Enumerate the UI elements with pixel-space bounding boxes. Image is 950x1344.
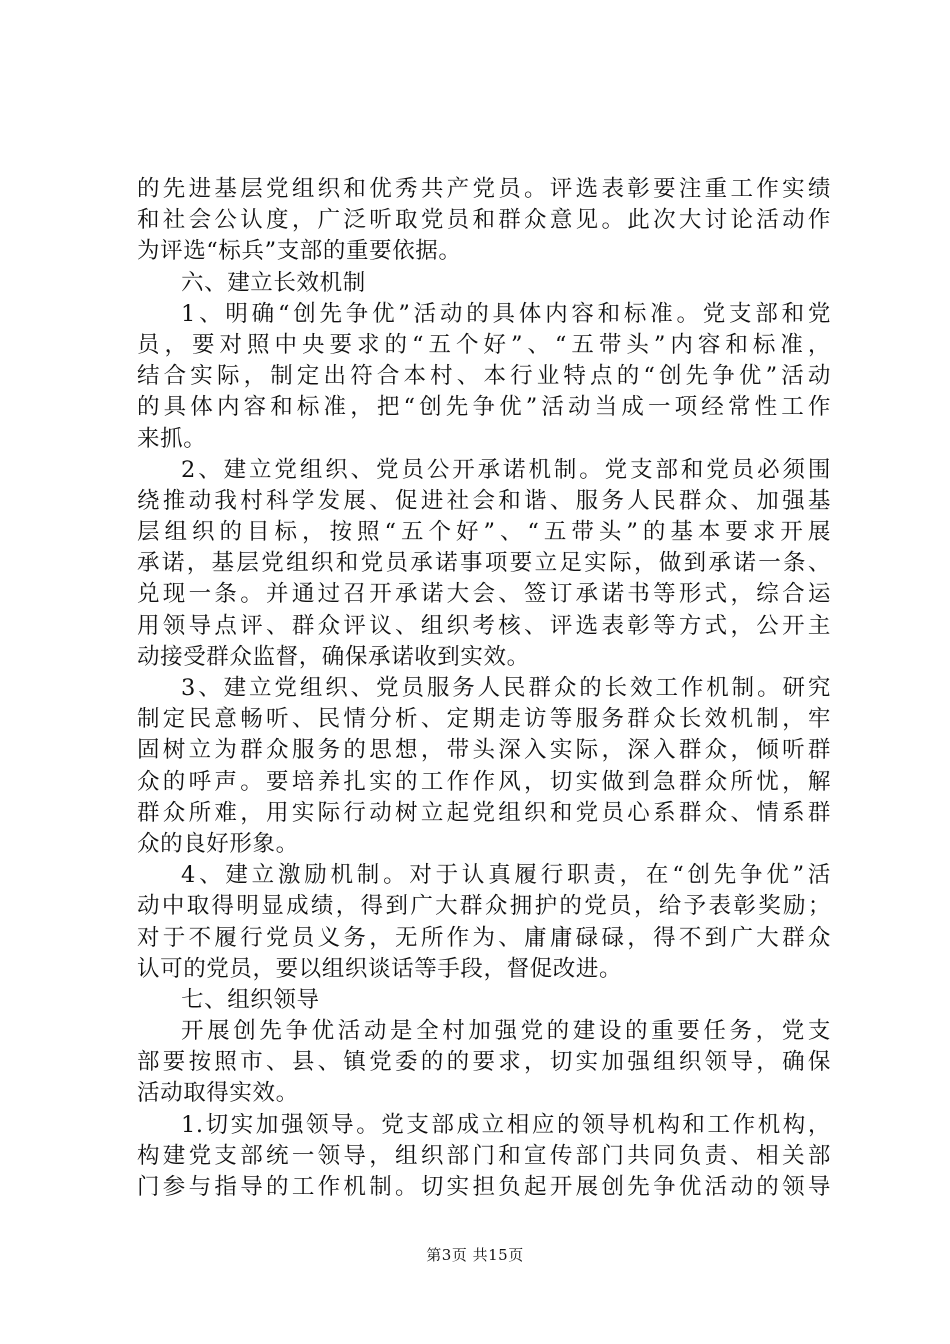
text-line: 兑现一条。并通过召开承诺大会、签订承诺书等形式，综合运 bbox=[137, 581, 831, 608]
text-line: 层组织的目标，按照“五个好”、“五带头”的基本要求开展 bbox=[137, 519, 831, 546]
text-line: 开展创先争优活动是全村加强党的建设的重要任务，党支 bbox=[181, 1018, 831, 1045]
text-line: 固树立为群众服务的思想，带头深入实际，深入群众，倾听群 bbox=[137, 737, 831, 764]
text-line: 对于不履行党员义务，无所作为、庸庸碌碌，得不到广大群众 bbox=[137, 924, 831, 951]
text-line: 构建党支部统一领导，组织部门和宣传部门共同负责、相关部 bbox=[137, 1142, 831, 1169]
text-line: 1、明确“创先争优”活动的具体内容和标准。党支部和党 bbox=[181, 300, 831, 327]
text-line: 活动取得实效。 bbox=[137, 1080, 299, 1107]
text-line: 用领导点评、群众评议、组织考核、评选表彰等方式，公开主 bbox=[137, 612, 831, 639]
text-line: 部要按照市、县、镇党委的的要求，切实加强组织领导，确保 bbox=[137, 1049, 831, 1076]
text-line: 制定民意畅听、民情分析、定期走访等服务群众长效机制，牢 bbox=[137, 706, 831, 733]
text-line: 的先进基层党组织和优秀共产党员。评选表彰要注重工作实绩 bbox=[137, 176, 831, 202]
text-line: 承诺，基层党组织和党员承诺事项要立足实际，做到承诺一条、 bbox=[137, 550, 831, 577]
section-heading-7: 七、组织领导 bbox=[181, 986, 320, 1013]
page-number-footer: 第3页 共15页 bbox=[426, 1246, 524, 1264]
text-line: 众的呼声。要培养扎实的工作作风，切实做到急群众所忧，解 bbox=[137, 768, 831, 795]
text-line: 的具体内容和标准，把“创先争优”活动当成一项经常性工作 bbox=[137, 394, 831, 421]
text-line: 2、建立党组织、党员公开承诺机制。党支部和党员必须围 bbox=[181, 456, 831, 483]
text-line: 认可的党员，要以组织谈话等手段，督促改进。 bbox=[137, 955, 623, 982]
text-line: 1.切实加强领导。党支部成立相应的领导机构和工作机构， bbox=[181, 1111, 831, 1138]
text-line: 群众所难，用实际行动树立起党组织和党员心系群众、情系群 bbox=[137, 799, 831, 826]
text-line: 动接受群众监督，确保承诺收到实效。 bbox=[137, 643, 530, 670]
text-line: 员，要对照中央要求的“五个好”、“五带头”内容和标准， bbox=[137, 331, 831, 358]
section-heading-6: 六、建立长效机制 bbox=[181, 269, 366, 296]
text-line: 动中取得明显成绩，得到广大群众拥护的党员，给予表彰奖励； bbox=[137, 893, 831, 920]
text-line: 为评选“标兵”支部的重要依据。 bbox=[137, 238, 462, 265]
text-line: 和社会公认度，广泛听取党员和群众意见。此次大讨论活动作 bbox=[137, 207, 831, 234]
document-body bbox=[137, 174, 831, 1203]
text-line: 门参与指导的工作机制。切实担负起开展创先争优活动的领导 bbox=[137, 1174, 831, 1200]
text-line: 4、建立激励机制。对于认真履行职责，在“创先争优”活 bbox=[181, 862, 831, 889]
text-line: 结合实际，制定出符合本村、本行业特点的“创先争优”活动 bbox=[137, 363, 831, 390]
text-line: 绕推动我村科学发展、促进社会和谐、服务人民群众、加强基 bbox=[137, 487, 831, 514]
text-line: 众的良好形象。 bbox=[137, 830, 299, 857]
text-line: 来抓。 bbox=[137, 425, 207, 452]
text-line: 3、建立党组织、党员服务人民群众的长效工作机制。研究 bbox=[181, 675, 831, 701]
